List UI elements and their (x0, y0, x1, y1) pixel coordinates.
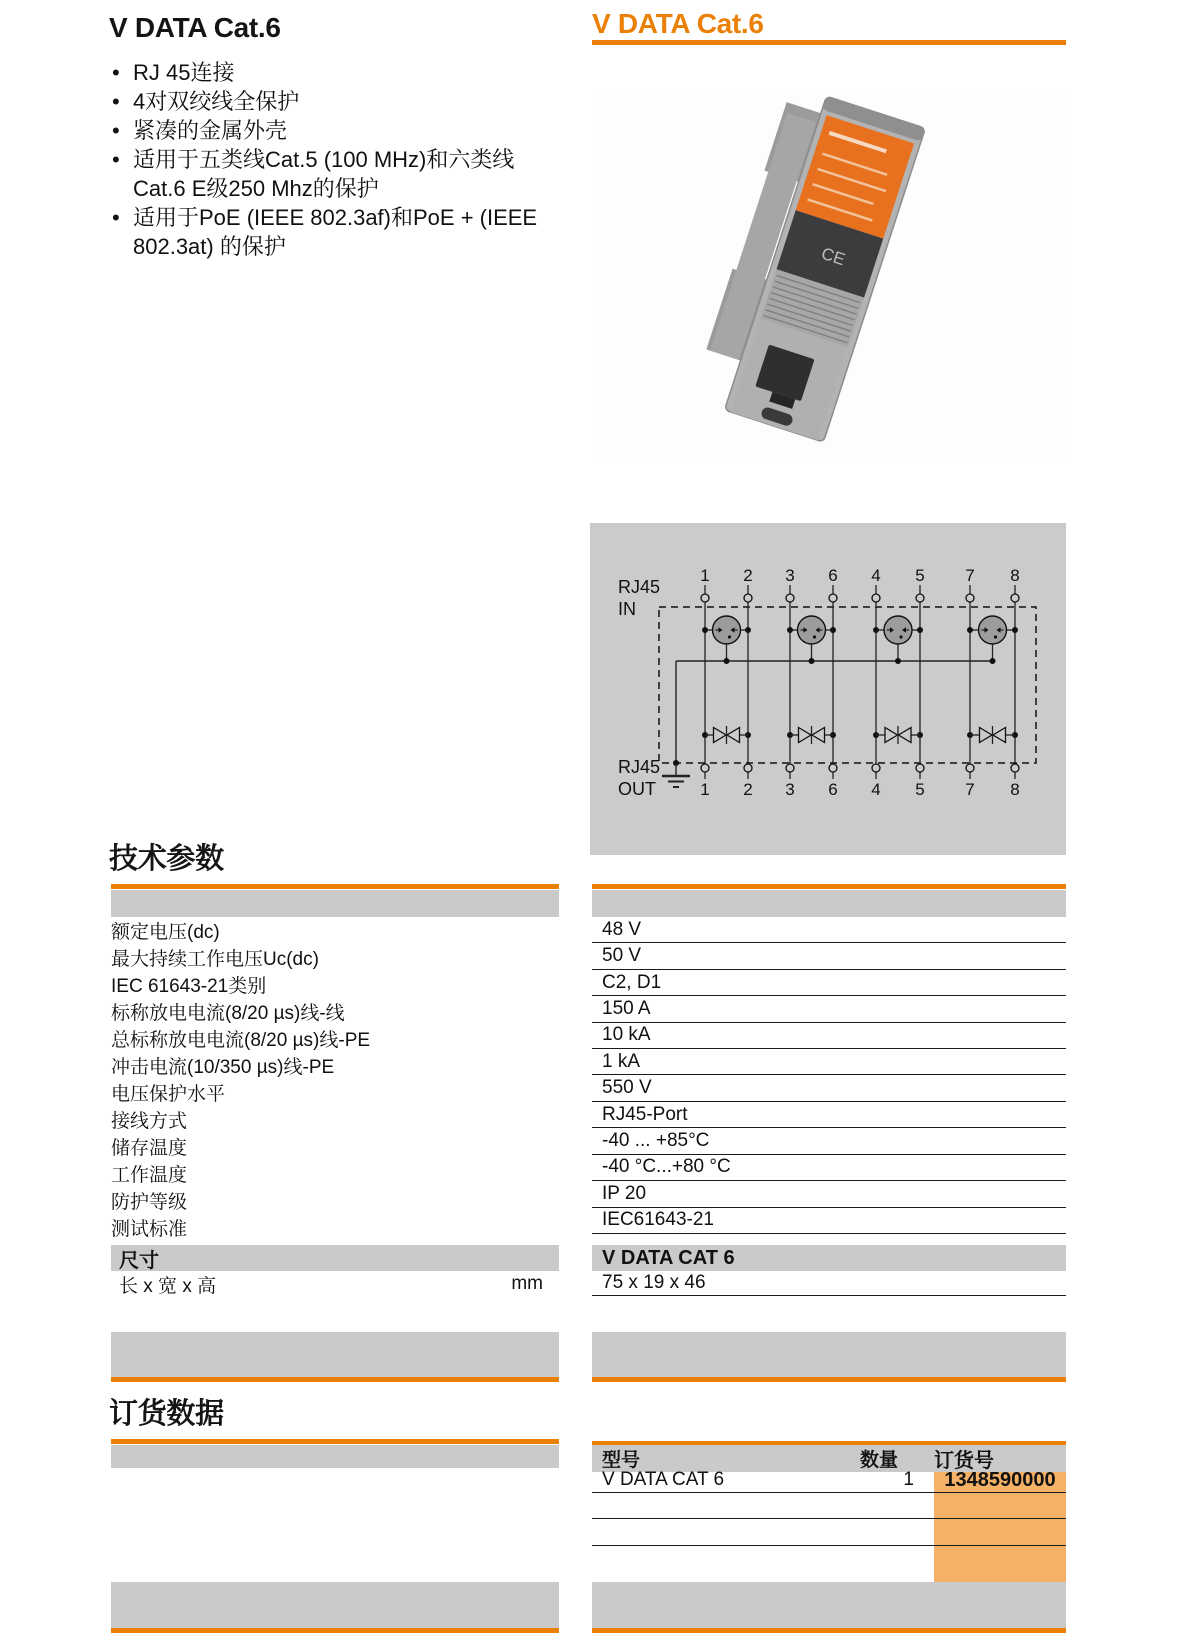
tech-value: 50 V (592, 943, 1066, 969)
dimensions-row-left (111, 1271, 559, 1297)
feature-list (109, 58, 561, 261)
product-title: V DATA Cat.6 (592, 8, 764, 39)
ordering-row-empty (592, 1493, 1066, 1519)
tech-label: 总标称放电电流(8/20 µs)线-PE (111, 1030, 371, 1051)
tech-value: 10 kA (592, 1023, 1066, 1049)
dimensions-row-label: 长 x 宽 x 高 (119, 1275, 217, 1297)
tech-value: 550 V (592, 1075, 1066, 1101)
pin-number-bottom: 6 (828, 780, 838, 799)
circuit-diagram (590, 523, 1066, 855)
feature-item: • 适用于五类线Cat.5 (100 MHz)和六类线Cat.6 E级250 Mhz的保护 (109, 145, 561, 203)
tech-value: IP 20 (592, 1181, 1066, 1207)
product-title-rule (592, 40, 1066, 45)
pin-number-top: 6 (828, 566, 838, 585)
ordering-model: V DATA CAT 6 (602, 1469, 725, 1490)
circuit-diagram-svg (590, 523, 1066, 855)
ordering-header-bar-left (111, 1445, 559, 1468)
pin-number-top: 4 (871, 566, 881, 585)
pin-number-top: 3 (785, 566, 795, 585)
ordering-col-qty: 数量 (859, 1450, 898, 1471)
tech-label-column (111, 917, 559, 1240)
pin-number-top: 8 (1010, 566, 1020, 585)
tech-value: -40 °C...+80 °C (592, 1155, 1066, 1181)
tech-label: 测试标准 (111, 1219, 188, 1240)
page-title: V DATA Cat.6 (109, 12, 281, 43)
dimensions-unit: mm (511, 1273, 543, 1294)
rj45-out-label: OUT (618, 779, 656, 799)
tech-value-column (592, 917, 1066, 1234)
tech-label: 工作温度 (111, 1165, 188, 1186)
tech-value: -40 ... +85°C (592, 1128, 1066, 1154)
tech-value: IEC61643-21 (592, 1208, 1066, 1234)
feature-item: • RJ 45连接 (109, 58, 561, 87)
feature-item: • 适用于PoE (IEEE 802.3af)和PoE + (IEEE 802.3at) 的保护 (109, 203, 561, 261)
pin-number-bottom: 7 (965, 780, 975, 799)
ordering-row (592, 1468, 1066, 1493)
tech-value: 150 A (592, 996, 1066, 1022)
ordering-qty: 1 (903, 1469, 914, 1490)
ordering-section-title: 订货数据 (109, 1398, 224, 1430)
pin-number-bottom: 3 (785, 780, 795, 799)
rj45-in-label: IN (618, 599, 636, 619)
tech-label: 标称放电电流(8/20 µs)线-线 (111, 1003, 345, 1024)
product-photo (592, 88, 1066, 458)
separator-band-right (592, 1332, 1066, 1382)
separator-band-left (111, 1332, 559, 1382)
tech-title-rule-left (111, 884, 559, 889)
tech-header-bar-left (111, 890, 559, 917)
rj45-out-label: RJ45 (618, 757, 661, 777)
tech-label: 冲击电流(10/350 µs)线-PE (111, 1057, 335, 1078)
footer-band-left (111, 1582, 559, 1633)
tech-label: 电压保护水平 (111, 1084, 226, 1105)
tech-header-bar-right (592, 890, 1066, 917)
ordering-col-orderno: 订货号 (934, 1450, 994, 1472)
pin-number-top: 7 (965, 566, 975, 585)
feature-item: • 紧凑的金属外壳 (109, 116, 561, 145)
dimensions-product-header (592, 1245, 1066, 1271)
footer-band-right (592, 1582, 1066, 1633)
rj45-in-label: RJ45 (618, 577, 661, 597)
ce-mark: CE (819, 243, 848, 270)
pin-number-bottom: 1 (700, 780, 710, 799)
tech-label: 储存温度 (111, 1138, 188, 1159)
tech-label: 防护等级 (111, 1192, 188, 1213)
tech-label: 最大持续工作电压Uc(dc) (111, 949, 319, 970)
tech-value: C2, D1 (592, 970, 1066, 996)
tech-value: RJ45-Port (592, 1102, 1066, 1128)
dimensions-value: 75 x 19 x 46 (602, 1272, 706, 1293)
ordering-order-number: 1348590000 (944, 1468, 1056, 1491)
tech-title-rule-right (592, 884, 1066, 889)
tech-label: 额定电压(dc) (111, 922, 220, 943)
tech-value: 48 V (592, 917, 1066, 943)
dimensions-product-name: V DATA CAT 6 (602, 1246, 735, 1269)
ordering-col-model: 型号 (602, 1450, 641, 1471)
pin-number-bottom: 4 (871, 780, 881, 799)
dimensions-header-left (111, 1245, 559, 1271)
dimensions-header-label: 尺寸 (119, 1249, 159, 1272)
tech-value: 1 kA (592, 1049, 1066, 1075)
tech-section-title: 技术参数 (109, 843, 224, 875)
pin-number-top: 2 (743, 566, 753, 585)
tech-label: IEC 61643-21类别 (111, 976, 267, 997)
pin-number-bottom: 2 (743, 780, 753, 799)
pin-number-bottom: 5 (915, 780, 925, 799)
ordering-table-body (592, 1468, 1066, 1546)
ordering-title-rule-left (111, 1439, 559, 1444)
ordering-row-empty (592, 1519, 1066, 1546)
pin-number-bottom: 8 (1010, 780, 1020, 799)
product-photo-illustration (592, 88, 1066, 458)
pin-number-top: 5 (915, 566, 925, 585)
tech-label: 接线方式 (111, 1111, 188, 1132)
feature-item: • 4对双绞线全保护 (109, 87, 561, 116)
dimensions-value-row (592, 1271, 1066, 1296)
pin-number-top: 1 (700, 566, 710, 585)
